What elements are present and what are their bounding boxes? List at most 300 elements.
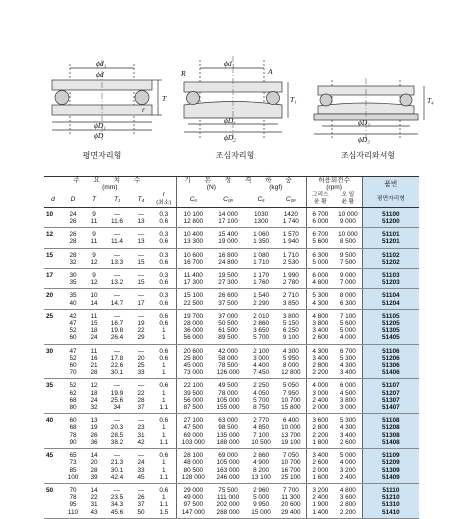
value-cell: 49 500 xyxy=(218,382,238,390)
value-cell: 17 300 xyxy=(176,279,210,289)
value-cell: 4 500 xyxy=(339,389,356,397)
value-cell: — xyxy=(113,382,121,390)
table-row xyxy=(44,207,419,218)
value-cell: 27 100 xyxy=(176,414,210,425)
table-row xyxy=(44,309,419,320)
table-row xyxy=(44,404,419,414)
col-D: D xyxy=(62,191,84,207)
bore-diameter-cell xyxy=(44,362,62,369)
value-cell: 2 710 xyxy=(282,292,299,300)
value-cell: 6 000 xyxy=(306,269,334,280)
sym-D2-2: ϕD₂ xyxy=(358,118,370,127)
value-cell: 31 xyxy=(137,431,145,439)
flat-seat-drawing xyxy=(52,60,162,140)
bore-diameter-cell xyxy=(44,300,62,310)
value-cell: 56 000 xyxy=(176,397,210,404)
value-cell: — xyxy=(113,231,121,239)
value-cell: 26 xyxy=(62,218,84,228)
value-cell: 11 xyxy=(84,238,104,248)
sym-D: ϕD xyxy=(94,131,104,140)
value-cell: 85 xyxy=(69,466,77,474)
value-cell: 68 xyxy=(69,424,77,432)
designation-cell: 51207 xyxy=(362,390,419,397)
bore-diameter-cell xyxy=(44,494,62,501)
value-cell: 17 100 xyxy=(210,218,246,228)
designation-cell: 51406 xyxy=(362,369,419,379)
bore-diameter-cell xyxy=(44,397,62,404)
value-cell: 70 xyxy=(69,486,77,494)
value-cell: — xyxy=(113,452,121,460)
bore-diameter-cell xyxy=(44,259,62,269)
unit-mm: (mm) xyxy=(102,184,118,192)
bore-diameter-cell xyxy=(44,432,62,439)
value-cell: 1 350 xyxy=(246,238,276,248)
value-cell: 95 xyxy=(69,501,77,509)
value-cell: 1 900 xyxy=(306,501,334,508)
bore-diameter-cell xyxy=(44,334,62,344)
value-cell: 33 xyxy=(130,369,152,379)
value-cell: 15 800 xyxy=(276,404,306,414)
value-cell: 3 800 xyxy=(306,320,334,327)
designation-cell: 51205 xyxy=(362,320,419,327)
table-row xyxy=(44,269,419,280)
table-row xyxy=(44,414,419,425)
value-cell: 2 250 xyxy=(253,382,270,390)
value-cell: 33 xyxy=(137,466,145,474)
value-cell: — xyxy=(113,251,121,259)
value-cell: 22.6 xyxy=(110,362,124,370)
value-cell: 6 700 xyxy=(339,347,356,355)
value-cell: 22 xyxy=(137,389,145,397)
value-cell: 13 xyxy=(90,417,98,425)
value-cell: 60 xyxy=(62,334,84,344)
bore-diameter-cell: 20 xyxy=(46,292,54,300)
value-cell: 14 000 xyxy=(218,210,238,218)
bearing-cross-section-drawings xyxy=(0,0,474,172)
value-cell: 9 xyxy=(92,210,96,218)
value-cell: 9 xyxy=(92,231,96,239)
value-cell: 8 000 xyxy=(339,292,356,300)
value-cell: 19 100 xyxy=(276,439,306,449)
col-C0a-N: C₀ₐ xyxy=(210,191,246,207)
value-cell: 89 500 xyxy=(210,334,246,344)
value-cell: 15 xyxy=(130,279,152,289)
value-cell: 147 000 xyxy=(176,509,210,519)
sym-D1: ϕD₁ xyxy=(94,121,106,130)
value-cell: 37 xyxy=(137,501,145,509)
value-cell: 2 400 xyxy=(306,397,334,404)
value-cell: 28.5 xyxy=(110,431,124,439)
designation-cell: 51104 xyxy=(362,289,419,300)
bore-diameter-cell xyxy=(44,501,62,508)
value-cell: 2 600 xyxy=(306,459,334,466)
designation-cell: 51209 xyxy=(362,459,419,466)
value-cell: 5 000 xyxy=(339,327,356,335)
value-cell: 29 400 xyxy=(276,509,306,519)
value-cell: 47 xyxy=(69,347,77,355)
value-cell: 78 xyxy=(69,494,77,502)
designation-cell: 51405 xyxy=(362,334,419,344)
value-cell: 49 000 xyxy=(176,494,210,501)
value-cell: 39 xyxy=(84,474,104,484)
value-cell: 1.1 xyxy=(152,404,176,414)
value-cell: 163 000 xyxy=(216,466,240,474)
value-cell: 4 050 xyxy=(253,389,270,397)
col-Ca-N: Cₐ xyxy=(176,191,210,207)
bore-diameter-cell xyxy=(44,404,62,414)
designation-cell: 51108 xyxy=(362,414,419,425)
value-cell: 1 990 xyxy=(282,272,299,280)
bore-diameter-cell xyxy=(44,459,62,466)
value-cell: 25 xyxy=(137,362,145,370)
value-cell: 155 000 xyxy=(210,404,246,414)
value-cell: 26 xyxy=(69,231,77,239)
value-cell: 1 400 xyxy=(306,509,334,519)
value-cell: 2 860 xyxy=(253,320,270,328)
value-cell: 69 000 xyxy=(218,452,238,460)
sym-d1: ϕd₁ xyxy=(96,59,107,68)
value-cell: 19 700 xyxy=(176,309,210,320)
value-cell: 78 500 xyxy=(218,362,238,370)
value-cell: 26 600 xyxy=(218,292,238,300)
value-cell: 0.6 xyxy=(159,312,169,320)
value-cell: 6 250 xyxy=(282,327,299,335)
value-cell: 2 780 xyxy=(276,279,306,289)
table-row xyxy=(44,424,419,431)
table-row xyxy=(44,390,419,397)
value-cell: 1 xyxy=(162,389,166,397)
designation-cell: 51110 xyxy=(362,483,419,494)
value-cell: 1 xyxy=(162,494,166,502)
value-cell: 1 940 xyxy=(276,238,306,248)
value-cell: 111 000 xyxy=(217,494,240,502)
designation-cell: 51105 xyxy=(362,309,419,320)
value-cell: 5 600 xyxy=(339,320,356,328)
value-cell: 97 500 xyxy=(176,501,210,508)
value-cell: 6 300 xyxy=(334,300,362,310)
value-cell: 22 xyxy=(137,327,145,335)
col-oil: 오 일 윤 활 xyxy=(334,191,362,207)
bore-diameter-cell: 30 xyxy=(46,347,54,355)
value-cell: 15 100 xyxy=(176,289,210,300)
designation-cell: 51306 xyxy=(362,362,419,369)
designation-cell: 51410 xyxy=(362,509,419,519)
value-cell: 2 860 xyxy=(253,452,270,460)
value-cell: 37 000 xyxy=(218,312,238,320)
value-cell: 246 000 xyxy=(210,474,246,484)
value-cell: 12 800 xyxy=(276,369,306,379)
value-cell: 35 xyxy=(69,292,77,300)
diagram-label-aligning: 조심자리형 xyxy=(215,151,255,160)
value-cell: 47 500 xyxy=(176,424,210,431)
value-cell: 23 xyxy=(137,424,145,432)
value-cell: 0.6 xyxy=(159,452,169,460)
value-cell: 4 800 xyxy=(339,486,356,494)
value-cell: 42 xyxy=(69,312,77,320)
value-cell: 24 xyxy=(84,334,104,344)
value-cell: 5 150 xyxy=(282,320,299,328)
table-row xyxy=(44,362,419,369)
table-row xyxy=(44,369,419,379)
value-cell: 16 800 xyxy=(218,251,238,259)
value-cell: 30 xyxy=(69,272,77,280)
designation-cell: 51200 xyxy=(362,218,419,228)
value-cell: 6 000 xyxy=(306,218,334,228)
value-cell: 4 400 xyxy=(253,362,270,370)
bore-diameter-cell xyxy=(44,218,62,228)
value-cell: 50 500 xyxy=(218,320,238,328)
value-cell: 8 750 xyxy=(246,404,276,414)
value-cell: 3 400 xyxy=(339,431,356,439)
value-cell: 10 100 xyxy=(176,207,210,218)
value-cell: — xyxy=(113,210,121,218)
value-cell: 7 050 xyxy=(282,452,299,460)
value-cell: 1 080 xyxy=(253,251,270,259)
value-cell: 15 xyxy=(90,320,98,328)
value-cell: — xyxy=(137,251,145,259)
value-cell: 13.3 xyxy=(104,259,130,269)
value-cell: — xyxy=(113,486,121,494)
value-cell: 14 xyxy=(90,486,98,494)
sym-D3: ϕD₃ xyxy=(358,135,370,144)
value-cell: 73 000 xyxy=(176,369,210,379)
value-cell: 10 600 xyxy=(176,248,210,259)
value-cell: 2 200 xyxy=(334,509,362,519)
col-r: r (최소) xyxy=(152,191,176,207)
value-cell: 0.3 xyxy=(159,272,169,280)
value-cell: 63 000 xyxy=(218,417,238,425)
value-cell: 1.1 xyxy=(159,501,169,509)
value-cell: 17 xyxy=(130,300,152,310)
table-row xyxy=(44,379,419,390)
bearing-diagrams xyxy=(0,0,474,172)
value-cell: 4 900 xyxy=(253,459,270,467)
value-cell: 1030 xyxy=(253,210,269,218)
value-cell: 3 000 xyxy=(334,404,362,414)
value-cell: 135 000 xyxy=(216,431,240,439)
value-cell: 36 000 xyxy=(176,327,210,334)
designation-cell: 51308 xyxy=(362,432,419,439)
value-cell: 7 500 xyxy=(334,259,362,269)
value-cell: 0.3 xyxy=(159,231,169,239)
value-cell: 7 700 xyxy=(282,486,299,494)
value-cell: 3 400 xyxy=(334,369,362,379)
bore-diameter-cell xyxy=(44,467,62,474)
bore-diameter-cell xyxy=(44,327,62,334)
sym-A: A xyxy=(268,67,273,76)
col-Ca-kgf: Cₐ xyxy=(246,191,276,207)
bore-diameter-cell xyxy=(44,439,62,449)
table-row xyxy=(44,259,419,269)
value-cell: 87 500 xyxy=(176,404,210,414)
value-cell: 14 xyxy=(84,300,104,310)
table-body xyxy=(44,207,419,518)
designation-cell: 51204 xyxy=(362,300,419,310)
value-cell: 52 xyxy=(69,382,77,390)
col-T: T xyxy=(84,191,104,207)
value-cell: 90 xyxy=(62,439,84,449)
value-cell: 0.6 xyxy=(159,417,169,425)
bore-diameter-cell: 10 xyxy=(46,210,54,218)
value-cell: 36 xyxy=(84,439,104,449)
table-row xyxy=(44,509,419,519)
value-cell: 2 530 xyxy=(276,259,306,269)
bore-diameter-cell xyxy=(44,474,62,484)
value-cell: 0.6 xyxy=(152,238,176,248)
value-cell: 16 700 xyxy=(176,259,210,269)
value-cell: 22 100 xyxy=(176,379,210,390)
designation-cell: 51409 xyxy=(362,474,419,484)
value-cell: 29 000 xyxy=(176,483,210,494)
value-cell: 1 760 xyxy=(246,279,276,289)
value-cell: 0.6 xyxy=(159,354,169,362)
value-cell: 8 000 xyxy=(282,362,299,370)
value-cell: 42.4 xyxy=(104,474,130,484)
value-cell: 202 000 xyxy=(216,501,240,509)
value-cell: 0.6 xyxy=(159,382,169,390)
value-cell: 6 700 xyxy=(306,207,334,218)
value-cell: 10 000 xyxy=(338,231,358,239)
value-cell: 25.6 xyxy=(110,396,124,404)
value-cell: 1 600 xyxy=(306,474,334,484)
value-cell: 50 xyxy=(130,509,152,519)
value-cell: 23.5 xyxy=(110,494,124,502)
value-cell: 45 000 xyxy=(176,362,210,369)
table-row xyxy=(44,218,419,228)
value-cell: 11 xyxy=(90,347,98,355)
value-cell: 9 950 xyxy=(253,501,270,509)
col-grease: 그리스 윤 활 xyxy=(306,191,334,207)
value-cell: 2 800 xyxy=(306,362,334,369)
sym-R: R xyxy=(181,69,186,78)
sym-r: r xyxy=(142,105,145,114)
value-cell: 8 500 xyxy=(334,238,362,248)
value-cell: 24 xyxy=(69,210,77,218)
value-cell: 16.7 xyxy=(110,320,124,328)
value-cell: 0.6 xyxy=(159,320,169,328)
value-cell: 10 700 xyxy=(281,396,301,404)
value-cell: — xyxy=(113,292,121,300)
value-cell: 4 300 xyxy=(339,424,356,432)
value-cell: 16 700 xyxy=(281,466,301,474)
value-cell: 38.2 xyxy=(104,439,130,449)
bore-diameter-cell: 17 xyxy=(46,272,54,280)
value-cell: 3 200 xyxy=(306,483,334,494)
value-cell: 1 xyxy=(152,334,176,344)
sym-T4: T₄ xyxy=(427,96,434,105)
value-cell: 11.4 xyxy=(104,238,130,248)
value-cell: 6 300 xyxy=(306,248,334,259)
unit-N: (N) xyxy=(176,184,246,191)
value-cell: 5 700 xyxy=(253,396,270,404)
bore-diameter-cell xyxy=(44,390,62,397)
value-cell: — xyxy=(113,272,121,280)
value-cell: 2 000 xyxy=(306,467,334,474)
bore-diameter-cell xyxy=(44,424,62,431)
value-cell: 100 xyxy=(62,474,84,484)
value-cell: 0.3 xyxy=(159,251,169,259)
value-cell: 5 300 xyxy=(339,417,356,425)
value-cell: 13 xyxy=(130,238,152,248)
designation-cell: 51102 xyxy=(362,248,419,259)
value-cell: 3 650 xyxy=(253,327,270,335)
value-cell: 19 xyxy=(90,424,98,432)
value-cell: 2 960 xyxy=(253,486,270,494)
diagram-label-flat: 평면자리형 xyxy=(82,151,122,160)
value-cell: 34 xyxy=(104,404,130,414)
value-cell: 26.4 xyxy=(104,334,130,344)
value-cell: 45.6 xyxy=(104,509,130,519)
value-cell: 4 300 xyxy=(306,300,334,310)
value-cell: 56 000 xyxy=(176,334,210,344)
value-cell: 39 500 xyxy=(176,390,210,397)
designation-cell: 51307 xyxy=(362,397,419,404)
designation-cell: 51208 xyxy=(362,424,419,431)
value-cell: 4 300 xyxy=(282,347,299,355)
value-cell: 28 xyxy=(69,251,77,259)
value-cell: 5 000 xyxy=(339,452,356,460)
value-cell: 7 000 xyxy=(334,279,362,289)
value-cell: 11 400 xyxy=(176,269,210,280)
value-cell: 68 xyxy=(69,396,77,404)
bore-diameter-cell: 35 xyxy=(46,382,54,390)
table-row xyxy=(44,501,419,508)
value-cell: 0.6 xyxy=(159,486,169,494)
value-cell: 25 100 xyxy=(276,474,306,484)
value-cell: 52 xyxy=(69,327,77,335)
value-cell: 2 200 xyxy=(306,432,334,439)
value-cell: 16 xyxy=(90,354,98,362)
table-row xyxy=(44,327,419,334)
sym-D1-2: ϕD₁ xyxy=(224,116,236,125)
value-cell: 28 xyxy=(90,466,98,474)
value-cell: 98 500 xyxy=(218,424,238,432)
value-cell: 22 xyxy=(90,494,98,502)
value-cell: 58 000 xyxy=(218,354,238,362)
value-cell: 1 170 xyxy=(253,272,270,280)
value-cell: 70 xyxy=(62,369,84,379)
value-cell: 12 800 xyxy=(176,218,210,228)
value-cell: 43 xyxy=(84,509,104,519)
value-cell: 13 xyxy=(130,218,152,228)
value-cell: 4 850 xyxy=(253,424,270,432)
value-cell: 27 300 xyxy=(210,279,246,289)
col-T1: T₁ xyxy=(104,191,130,207)
value-cell: 73 xyxy=(69,459,77,467)
value-cell: 7 100 xyxy=(339,312,356,320)
value-cell: 1.1 xyxy=(152,439,176,449)
value-cell: 24 xyxy=(90,396,98,404)
value-cell: 126 000 xyxy=(210,369,246,379)
value-cell: 11 300 xyxy=(281,494,301,502)
value-cell: 19.8 xyxy=(110,327,124,335)
value-cell: 19 500 xyxy=(218,272,238,280)
value-cell: 0.6 xyxy=(152,218,176,228)
value-cell: 42 000 xyxy=(218,347,238,355)
value-cell: 78 xyxy=(69,431,77,439)
value-cell: 1 800 xyxy=(306,439,334,449)
value-cell: 12 xyxy=(84,259,104,269)
spec-table xyxy=(44,176,419,519)
value-cell: 24 xyxy=(137,459,145,467)
value-cell: 65 xyxy=(69,452,77,460)
designation-cell: 51109 xyxy=(362,449,419,460)
value-cell: 3 200 xyxy=(339,466,356,474)
col-flat-seat: 평면자리형 xyxy=(362,191,419,207)
designation-cell: 51210 xyxy=(362,494,419,501)
value-cell: 1300 xyxy=(246,218,276,228)
value-cell: 13 700 xyxy=(281,431,301,439)
